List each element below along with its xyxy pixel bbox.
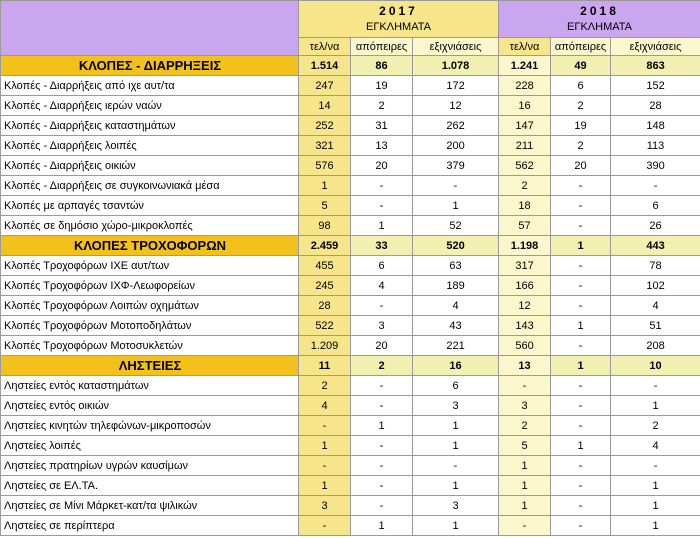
table-row xyxy=(1,76,700,96)
cell-solved-2017: 3 xyxy=(413,496,499,516)
cell-attempts-2018: - xyxy=(551,456,611,476)
cell-completed-2017: 1 xyxy=(299,436,351,456)
cell-attempts-2017: - xyxy=(351,296,413,316)
cell-completed-2017: 247 xyxy=(299,76,351,96)
table-row xyxy=(1,136,700,156)
row-label: Ληστείες λοιπές xyxy=(1,436,299,456)
cell-completed-2018: - xyxy=(499,376,551,396)
row-label: Κλοπές με αρπαγές τσαντών xyxy=(1,196,299,216)
cell-completed-2017: 1 xyxy=(299,176,351,196)
cell-solved-2018: 863 xyxy=(611,56,700,76)
table-row xyxy=(1,296,700,316)
cell-completed-2017: - xyxy=(299,416,351,436)
cell-completed-2017: 1.514 xyxy=(299,56,351,76)
cell-solved-2017: - xyxy=(413,176,499,196)
cell-completed-2018: 147 xyxy=(499,116,551,136)
cell-solved-2017: 1 xyxy=(413,476,499,496)
table-row xyxy=(1,436,700,456)
cell-completed-2018: - xyxy=(499,516,551,536)
col-header-completed-2018: τελ/να xyxy=(499,38,551,56)
table-row xyxy=(1,316,700,336)
cell-solved-2017: 1 xyxy=(413,196,499,216)
category-row xyxy=(1,56,700,76)
cell-solved-2018: 208 xyxy=(611,336,700,356)
cell-attempts-2017: 13 xyxy=(351,136,413,156)
year-header-row xyxy=(1,1,700,38)
cell-completed-2018: 2 xyxy=(499,416,551,436)
cell-completed-2017: 2 xyxy=(299,376,351,396)
cell-attempts-2018: - xyxy=(551,276,611,296)
cell-completed-2018: 1.241 xyxy=(499,56,551,76)
cell-solved-2017: 1 xyxy=(413,436,499,456)
cell-attempts-2017: 20 xyxy=(351,336,413,356)
row-label: Ληστείες σε περίπτερα xyxy=(1,516,299,536)
cell-solved-2017: 1.078 xyxy=(413,56,499,76)
cell-solved-2018: 4 xyxy=(611,436,700,456)
table-row xyxy=(1,416,700,436)
cell-attempts-2017: 4 xyxy=(351,276,413,296)
table-row xyxy=(1,116,700,136)
col-header-attempts-2017: απόπειρες xyxy=(351,38,413,56)
row-label: Κλοπές Τροχοφόρων Μοτοποδηλάτων xyxy=(1,316,299,336)
cell-attempts-2018: - xyxy=(551,396,611,416)
cell-solved-2017: 12 xyxy=(413,96,499,116)
cell-completed-2017: 98 xyxy=(299,216,351,236)
cell-solved-2018: 390 xyxy=(611,156,700,176)
cell-completed-2018: 57 xyxy=(499,216,551,236)
cell-solved-2018: 1 xyxy=(611,496,700,516)
table-row xyxy=(1,216,700,236)
cell-solved-2018: 26 xyxy=(611,216,700,236)
cell-solved-2017: 520 xyxy=(413,236,499,256)
cell-attempts-2017: 19 xyxy=(351,76,413,96)
cell-attempts-2017: - xyxy=(351,456,413,476)
cell-attempts-2017: 20 xyxy=(351,156,413,176)
category-label: ΚΛΟΠΕΣ ΤΡΟΧΟΦΟΡΩΝ xyxy=(1,236,299,256)
cell-solved-2018: 51 xyxy=(611,316,700,336)
cell-solved-2017: 262 xyxy=(413,116,499,136)
cell-solved-2018: - xyxy=(611,176,700,196)
cell-solved-2018: 1 xyxy=(611,476,700,496)
row-label: Κλοπές - Διαρρήξεις οικιών xyxy=(1,156,299,176)
cell-solved-2017: 189 xyxy=(413,276,499,296)
table-row xyxy=(1,396,700,416)
table-row xyxy=(1,256,700,276)
cell-attempts-2018: 6 xyxy=(551,76,611,96)
cell-attempts-2017: - xyxy=(351,436,413,456)
table-row xyxy=(1,516,700,536)
cell-solved-2018: - xyxy=(611,456,700,476)
table-row xyxy=(1,476,700,496)
cell-completed-2018: 562 xyxy=(499,156,551,176)
col-header-attempts-2018: απόπειρες xyxy=(551,38,611,56)
year-2018-label: ΕΓΚΛΗΜΑΤΑ xyxy=(567,21,632,33)
cell-solved-2017: 200 xyxy=(413,136,499,156)
cell-solved-2018: 4 xyxy=(611,296,700,316)
cell-solved-2018: - xyxy=(611,376,700,396)
cell-completed-2017: 3 xyxy=(299,496,351,516)
cell-solved-2018: 102 xyxy=(611,276,700,296)
cell-attempts-2018: - xyxy=(551,496,611,516)
cell-completed-2018: 16 xyxy=(499,96,551,116)
cell-completed-2017: 2.459 xyxy=(299,236,351,256)
year-2017-label: ΕΓΚΛΗΜΑΤΑ xyxy=(366,21,431,33)
category-row xyxy=(1,356,700,376)
cell-completed-2018: 18 xyxy=(499,196,551,216)
row-label: Κλοπές - Διαρρήξεις από ιχε αυτ/τα xyxy=(1,76,299,96)
category-label: ΛΗΣΤΕΙΕΣ xyxy=(1,356,299,376)
cell-attempts-2017: - xyxy=(351,476,413,496)
year-2017-header xyxy=(299,1,499,38)
cell-completed-2018: 3 xyxy=(499,396,551,416)
cell-attempts-2018: 19 xyxy=(551,116,611,136)
cell-attempts-2017: - xyxy=(351,396,413,416)
cell-completed-2017: 252 xyxy=(299,116,351,136)
cell-solved-2017: 3 xyxy=(413,396,499,416)
cell-completed-2018: 1.198 xyxy=(499,236,551,256)
cell-attempts-2017: 33 xyxy=(351,236,413,256)
cell-attempts-2018: - xyxy=(551,196,611,216)
cell-attempts-2017: 31 xyxy=(351,116,413,136)
row-label: Ληστείες κινητών τηλεφώνων-μικροποσών xyxy=(1,416,299,436)
year-2018: 2018 xyxy=(580,4,619,18)
cell-solved-2017: 43 xyxy=(413,316,499,336)
table-row xyxy=(1,196,700,216)
cell-attempts-2018: - xyxy=(551,296,611,316)
cell-completed-2017: - xyxy=(299,456,351,476)
cell-attempts-2018: - xyxy=(551,216,611,236)
cell-completed-2017: 522 xyxy=(299,316,351,336)
cell-solved-2018: 113 xyxy=(611,136,700,156)
cell-attempts-2018: 49 xyxy=(551,56,611,76)
header-corner xyxy=(1,1,299,56)
cell-attempts-2018: 2 xyxy=(551,96,611,116)
row-label: Κλοπές - Διαρρήξεις λοιπές xyxy=(1,136,299,156)
cell-completed-2017: 14 xyxy=(299,96,351,116)
cell-completed-2018: 13 xyxy=(499,356,551,376)
col-header-solved-2018: εξιχνιάσεις xyxy=(611,38,700,56)
cell-completed-2018: 1 xyxy=(499,476,551,496)
year-2017: 2017 xyxy=(379,4,418,18)
cell-attempts-2018: 1 xyxy=(551,316,611,336)
cell-solved-2018: 28 xyxy=(611,96,700,116)
cell-solved-2018: 78 xyxy=(611,256,700,276)
row-label: Ληστείες πρατηρίων υγρών καυσίμων xyxy=(1,456,299,476)
category-label: ΚΛΟΠΕΣ - ΔΙΑΡΡΗΞΕΙΣ xyxy=(1,56,299,76)
cell-completed-2018: 228 xyxy=(499,76,551,96)
cell-solved-2017: 379 xyxy=(413,156,499,176)
cell-completed-2017: 4 xyxy=(299,396,351,416)
cell-attempts-2018: - xyxy=(551,376,611,396)
cell-attempts-2017: - xyxy=(351,496,413,516)
cell-completed-2017: 1.209 xyxy=(299,336,351,356)
col-header-solved-2017: εξιχνιάσεις xyxy=(413,38,499,56)
category-row xyxy=(1,236,700,256)
table-row xyxy=(1,156,700,176)
table-row xyxy=(1,276,700,296)
cell-attempts-2018: - xyxy=(551,416,611,436)
row-label: Κλοπές - Διαρρήξεις ιερών ναών xyxy=(1,96,299,116)
cell-solved-2017: 52 xyxy=(413,216,499,236)
cell-attempts-2017: 1 xyxy=(351,416,413,436)
cell-attempts-2018: 2 xyxy=(551,136,611,156)
cell-completed-2018: 5 xyxy=(499,436,551,456)
cell-solved-2017: 221 xyxy=(413,336,499,356)
cell-attempts-2018: 1 xyxy=(551,436,611,456)
cell-attempts-2018: - xyxy=(551,516,611,536)
cell-completed-2017: 245 xyxy=(299,276,351,296)
cell-attempts-2018: 1 xyxy=(551,356,611,376)
cell-attempts-2018: - xyxy=(551,476,611,496)
row-label: Κλοπές Τροχοφόρων Μοτοσυκλετών xyxy=(1,336,299,356)
row-label: Ληστείες εντός οικιών xyxy=(1,396,299,416)
table-row xyxy=(1,496,700,516)
cell-completed-2018: 560 xyxy=(499,336,551,356)
cell-completed-2017: 11 xyxy=(299,356,351,376)
row-label: Ληστείες εντός καταστημάτων xyxy=(1,376,299,396)
cell-attempts-2018: - xyxy=(551,176,611,196)
year-2018-header xyxy=(499,1,700,38)
cell-solved-2017: 172 xyxy=(413,76,499,96)
row-label: Κλοπές - Διαρρήξεις σε συγκοινωνιακά μέσα xyxy=(1,176,299,196)
row-label: Κλοπές Τροχοφόρων Λοιπών οχημάτων xyxy=(1,296,299,316)
cell-attempts-2017: 1 xyxy=(351,516,413,536)
table-row xyxy=(1,96,700,116)
cell-attempts-2017: 6 xyxy=(351,256,413,276)
cell-attempts-2017: 1 xyxy=(351,216,413,236)
cell-attempts-2018: 20 xyxy=(551,156,611,176)
table-row xyxy=(1,376,700,396)
cell-solved-2017: - xyxy=(413,456,499,476)
cell-solved-2018: 6 xyxy=(611,196,700,216)
cell-completed-2017: 1 xyxy=(299,476,351,496)
cell-solved-2017: 1 xyxy=(413,416,499,436)
cell-completed-2017: 321 xyxy=(299,136,351,156)
cell-attempts-2017: 3 xyxy=(351,316,413,336)
cell-completed-2018: 2 xyxy=(499,176,551,196)
cell-completed-2018: 1 xyxy=(499,456,551,476)
cell-completed-2017: 5 xyxy=(299,196,351,216)
cell-solved-2017: 4 xyxy=(413,296,499,316)
row-label: Ληστείες σε ΕΛ.ΤΑ. xyxy=(1,476,299,496)
cell-attempts-2017: 2 xyxy=(351,356,413,376)
cell-completed-2018: 1 xyxy=(499,496,551,516)
cell-solved-2018: 443 xyxy=(611,236,700,256)
cell-attempts-2017: 86 xyxy=(351,56,413,76)
cell-solved-2017: 16 xyxy=(413,356,499,376)
table-row xyxy=(1,176,700,196)
row-label: Κλοπές Τροχοφόρων ΙΧΕ αυτ/των xyxy=(1,256,299,276)
cell-solved-2017: 1 xyxy=(413,516,499,536)
cell-solved-2018: 10 xyxy=(611,356,700,376)
cell-attempts-2017: 2 xyxy=(351,96,413,116)
cell-completed-2018: 317 xyxy=(499,256,551,276)
cell-completed-2018: 211 xyxy=(499,136,551,156)
cell-completed-2017: 455 xyxy=(299,256,351,276)
cell-solved-2017: 6 xyxy=(413,376,499,396)
table-row xyxy=(1,456,700,476)
table-row xyxy=(1,336,700,356)
cell-solved-2018: 148 xyxy=(611,116,700,136)
row-label: Κλοπές Τροχοφόρων ΙΧΦ-Λεωφορείων xyxy=(1,276,299,296)
cell-solved-2018: 152 xyxy=(611,76,700,96)
cell-completed-2017: 28 xyxy=(299,296,351,316)
cell-attempts-2018: - xyxy=(551,256,611,276)
cell-attempts-2018: 1 xyxy=(551,236,611,256)
cell-completed-2017: 576 xyxy=(299,156,351,176)
col-header-completed-2017: τελ/να xyxy=(299,38,351,56)
cell-solved-2018: 1 xyxy=(611,396,700,416)
cell-solved-2018: 1 xyxy=(611,516,700,536)
cell-solved-2018: 2 xyxy=(611,416,700,436)
row-label: Κλοπές σε δημόσιο χώρο-μικροκλοπές xyxy=(1,216,299,236)
cell-completed-2018: 143 xyxy=(499,316,551,336)
cell-attempts-2018: - xyxy=(551,336,611,356)
cell-completed-2018: 12 xyxy=(499,296,551,316)
cell-attempts-2017: - xyxy=(351,176,413,196)
row-label: Κλοπές - Διαρρήξεις καταστημάτων xyxy=(1,116,299,136)
cell-attempts-2017: - xyxy=(351,196,413,216)
row-label: Ληστείες σε Μίνι Μάρκετ-κατ/τα ψιλικών xyxy=(1,496,299,516)
cell-attempts-2017: - xyxy=(351,376,413,396)
cell-completed-2018: 166 xyxy=(499,276,551,296)
cell-completed-2017: - xyxy=(299,516,351,536)
cell-solved-2017: 63 xyxy=(413,256,499,276)
